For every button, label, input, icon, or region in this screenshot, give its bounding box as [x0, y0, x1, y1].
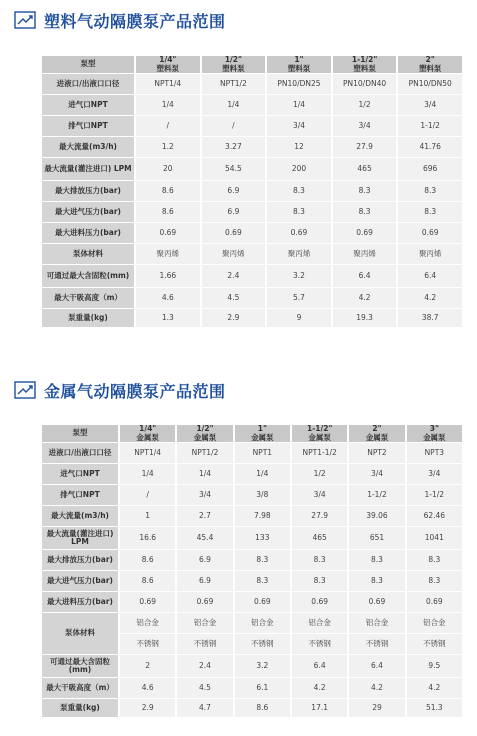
table-cell: 3/4: [398, 95, 462, 115]
table-cell: 3.2: [235, 655, 290, 677]
table-cell: 1.3: [136, 309, 200, 327]
row-label: 排气口NPT: [42, 485, 118, 505]
table-cell: 39.06: [349, 506, 404, 526]
table-cell: 62.46: [407, 506, 462, 526]
column-size: 1-1/2": [351, 55, 378, 64]
table-cell: 1-1/2: [407, 485, 462, 505]
column-type: 金属泵: [136, 432, 159, 442]
table-cell: 8.3: [333, 181, 397, 201]
column-size: 2": [372, 424, 382, 433]
table-cell: 1/2: [292, 464, 347, 484]
table-cell: /: [202, 116, 266, 136]
table-row: [42, 592, 462, 612]
column-type: 金属泵: [251, 432, 274, 442]
table-row: [42, 288, 462, 308]
table-cell: 8.3: [267, 202, 331, 222]
table-cell: 27.9: [333, 137, 397, 157]
column-size: 3": [429, 424, 439, 433]
table-row: [42, 550, 462, 570]
table-cell: 6.9: [202, 202, 266, 222]
row-label: 最大干吸高度（m）: [42, 288, 134, 308]
table-cell: 聚丙烯: [333, 244, 397, 264]
table-cell: 3/4: [292, 485, 347, 505]
table-cell: 铝合金: [292, 613, 347, 633]
table-cell: 8.3: [407, 550, 462, 570]
table-row: [42, 202, 462, 222]
table-cell: 3/4: [267, 116, 331, 136]
table-cell: 7.98: [235, 506, 290, 526]
row-label: 最大进气压力(bar): [42, 571, 118, 591]
table-cell: 8.3: [398, 181, 462, 201]
row-label: 进液口/出液口口径: [42, 74, 134, 94]
table-header-row: [42, 56, 462, 73]
table-cell: 6.1: [235, 678, 290, 698]
table-cell: 19.3: [333, 309, 397, 327]
table-row: [42, 158, 462, 180]
column-header: [120, 425, 175, 442]
table-cell: NPT1/2: [202, 74, 266, 94]
table-cell: 8.3: [398, 202, 462, 222]
column-type: 金属泵: [193, 432, 217, 442]
table-cell: 200: [267, 158, 331, 180]
column-size: 1/4": [159, 55, 177, 64]
table-cell: 4.2: [292, 678, 347, 698]
table-cell: 4.6: [136, 288, 200, 308]
row-label: 最大流量(m3/h): [42, 137, 134, 157]
column-header: [398, 56, 462, 73]
table-row: [42, 506, 462, 526]
table-row: [42, 116, 462, 136]
row-label: 泵重量(kg): [42, 699, 118, 717]
table-cell: NPT1/4: [136, 74, 200, 94]
row-label: 可通过最大含固粒(mm): [42, 265, 134, 287]
column-size: 1/2": [224, 55, 242, 64]
table-cell: /: [120, 485, 175, 505]
table-cell: 8.3: [407, 571, 462, 591]
table-cell: 41.76: [398, 137, 462, 157]
table-cell: 0.69: [292, 592, 347, 612]
row-label: 最大干吸高度（m）: [42, 678, 118, 698]
table-cell: 铝合金: [120, 613, 175, 633]
row-label: 最大流量(灌注进口) LPM: [42, 158, 134, 180]
table-cell: 不锈钢: [235, 634, 290, 654]
table-row: [42, 485, 462, 505]
row-label: 最大排放压力(bar): [42, 181, 134, 201]
column-type: 塑料泵: [353, 63, 376, 73]
table-cell: 3.27: [202, 137, 266, 157]
table-cell: 696: [398, 158, 462, 180]
line-chart-icon: [14, 11, 36, 29]
table-cell: 8.6: [136, 202, 200, 222]
column-header: [136, 56, 200, 73]
table-cell: NPT1/2: [177, 443, 232, 463]
table-cell: 8.6: [136, 181, 200, 201]
table-cell: 465: [333, 158, 397, 180]
table-cell: 1/4: [267, 95, 331, 115]
table-row: [42, 244, 462, 264]
table-cell: 16.6: [120, 527, 175, 549]
table-cell: 铝合金: [235, 613, 290, 633]
table-cell: 3/4: [177, 485, 232, 505]
table-row: [42, 464, 462, 484]
table-row: [42, 678, 462, 698]
table-cell: 133: [235, 527, 290, 549]
table-cell: 4.5: [177, 678, 232, 698]
row-label: 泵体材料: [42, 244, 134, 264]
column-header: [333, 56, 397, 73]
table-cell: 9: [267, 309, 331, 327]
row-label: 进液口/出液口口径: [42, 443, 118, 463]
table-cell: NPT1/4: [120, 443, 175, 463]
table-cell: 6.4: [333, 265, 397, 287]
row-label: 排气口NPT: [42, 116, 134, 136]
table-cell: 1/2: [333, 95, 397, 115]
table-cell: 3/4: [333, 116, 397, 136]
table-row: [42, 571, 462, 591]
table-cell: 3.2: [267, 265, 331, 287]
table-cell: /: [136, 116, 200, 136]
table-cell: 8.3: [333, 202, 397, 222]
table-cell: 12: [267, 137, 331, 157]
table-cell: 0.69: [202, 223, 266, 243]
column-header: [349, 425, 404, 442]
column-size: 2": [425, 55, 435, 64]
table-cell: 1-1/2: [398, 116, 462, 136]
table-cell: 8.3: [267, 181, 331, 201]
table-cell: 2.9: [202, 309, 266, 327]
table-cell: 465: [292, 527, 347, 549]
table-header-row: [42, 425, 462, 442]
table-cell: 20: [136, 158, 200, 180]
table-cell: 0.69: [177, 592, 232, 612]
table-cell: 1/4: [136, 95, 200, 115]
plastic-section-title: [14, 8, 226, 32]
table-row: [42, 443, 462, 463]
column-header: [267, 56, 331, 73]
column-header: [177, 425, 232, 442]
table-cell: NPT1: [235, 443, 290, 463]
table-cell: 1041: [407, 527, 462, 549]
table-cell: 8.3: [349, 550, 404, 570]
table-cell: 6.4: [292, 655, 347, 677]
table-cell: 8.6: [120, 571, 175, 591]
table-cell: 4.2: [407, 678, 462, 698]
table-cell: 聚丙烯: [267, 244, 331, 264]
column-size: 1-1/2": [306, 424, 333, 433]
table-cell: NPT2: [349, 443, 404, 463]
header-label: 泵型: [42, 56, 134, 73]
table-cell: PN10/DN50: [398, 74, 462, 94]
table-cell: 8.3: [292, 550, 347, 570]
plastic-spec-table: [40, 55, 464, 328]
table-row: [42, 527, 462, 549]
table-cell: PN10/DN40: [333, 74, 397, 94]
column-size: 1": [257, 424, 267, 433]
plastic-title: 塑料气动隔膜泵产品范围: [44, 11, 226, 31]
table-cell: 0.69: [398, 223, 462, 243]
table-cell: 0.69: [333, 223, 397, 243]
header-label: 泵型: [42, 425, 118, 442]
table-cell: 1/4: [120, 464, 175, 484]
table-cell: 9.5: [407, 655, 462, 677]
column-type: 塑料泵: [222, 63, 245, 73]
table-cell: 4.2: [398, 288, 462, 308]
table-row: [42, 309, 462, 327]
table-cell: PN10/DN25: [267, 74, 331, 94]
table-cell: 铝合金: [407, 613, 462, 633]
table-cell: 38.7: [398, 309, 462, 327]
column-header: [292, 425, 347, 442]
row-label: 最大进料压力(bar): [42, 592, 118, 612]
table-cell: 1-1/2: [349, 485, 404, 505]
table-cell: 0.69: [407, 592, 462, 612]
table-cell: 8.6: [235, 699, 290, 717]
row-label: 最大流量(灌注进口) LPM: [42, 527, 118, 549]
table-cell: 17.1: [292, 699, 347, 717]
table-cell: 6.9: [202, 181, 266, 201]
column-size: 1": [294, 55, 304, 64]
table-cell: 1.66: [136, 265, 200, 287]
column-size: 1/2": [196, 424, 214, 433]
column-header: [407, 425, 462, 442]
metal-title: 金属气动隔膜泵产品范围: [44, 381, 226, 401]
row-label: 进气口NPT: [42, 95, 134, 115]
table-cell: 铝合金: [349, 613, 404, 633]
table-cell: 29: [349, 699, 404, 717]
row-label: 最大进气压力(bar): [42, 202, 134, 222]
metal-section-title: [14, 378, 226, 402]
column-header: [202, 56, 266, 73]
table-cell: 0.69: [136, 223, 200, 243]
table-cell: 8.6: [120, 550, 175, 570]
table-cell: 不锈钢: [407, 634, 462, 654]
row-label: 最大流量(m3/h): [42, 506, 118, 526]
table-cell: 5.7: [267, 288, 331, 308]
table-cell: 27.9: [292, 506, 347, 526]
table-cell: 不锈钢: [120, 634, 175, 654]
table-cell: 3/4: [407, 464, 462, 484]
table-cell: 聚丙烯: [202, 244, 266, 264]
column-type: 塑料泵: [156, 63, 180, 73]
table-cell: 8.3: [292, 571, 347, 591]
table-cell: 2.9: [120, 699, 175, 717]
table-cell: 不锈钢: [292, 634, 347, 654]
table-cell: 4.2: [349, 678, 404, 698]
column-type: 塑料泵: [287, 63, 311, 73]
table-cell: 0.69: [267, 223, 331, 243]
row-label: 进气口NPT: [42, 464, 118, 484]
column-type: 金属泵: [423, 432, 446, 442]
table-row: [42, 137, 462, 157]
row-label: 最大排放压力(bar): [42, 550, 118, 570]
table-cell: 4.2: [333, 288, 397, 308]
column-header: [235, 425, 290, 442]
table-cell: 51.3: [407, 699, 462, 717]
table-cell: 1/4: [177, 464, 232, 484]
table-cell: 6.9: [177, 571, 232, 591]
table-row: [42, 181, 462, 201]
table-cell: 1: [120, 506, 175, 526]
metal-spec-table: [40, 424, 464, 718]
column-size: 1/4": [139, 424, 157, 433]
table-row: [42, 95, 462, 115]
table-cell: 4.7: [177, 699, 232, 717]
table-cell: 4.6: [120, 678, 175, 698]
table-cell: 不锈钢: [177, 634, 232, 654]
row-label: 最大进料压力(bar): [42, 223, 134, 243]
table-cell: 3/8: [235, 485, 290, 505]
table-cell: 8.3: [235, 571, 290, 591]
table-cell: 不锈钢: [349, 634, 404, 654]
table-cell: 2.4: [202, 265, 266, 287]
table-cell: 0.69: [120, 592, 175, 612]
table-cell: 聚丙烯: [398, 244, 462, 264]
table-cell: 45.4: [177, 527, 232, 549]
table-cell: 聚丙烯: [136, 244, 200, 264]
table-cell: 4.5: [202, 288, 266, 308]
table-cell: 8.3: [349, 571, 404, 591]
table-cell: 2.4: [177, 655, 232, 677]
row-label: 可通过最大含固粒(mm): [42, 655, 118, 677]
table-row: [42, 613, 462, 633]
table-cell: 1.2: [136, 137, 200, 157]
table-row: [42, 223, 462, 243]
table-cell: 6.4: [398, 265, 462, 287]
table-cell: 铝合金: [177, 613, 232, 633]
table-cell: NPT3: [407, 443, 462, 463]
table-cell: 0.69: [349, 592, 404, 612]
table-row: [42, 655, 462, 677]
row-label: 泵体材料: [42, 613, 118, 654]
column-type: 金属泵: [308, 432, 331, 442]
table-row: [42, 699, 462, 717]
table-row: [42, 74, 462, 94]
table-cell: 8.3: [235, 550, 290, 570]
table-cell: 1/4: [202, 95, 266, 115]
table-cell: 6.4: [349, 655, 404, 677]
table-row: [42, 265, 462, 287]
line-chart-icon: [14, 381, 36, 399]
table-cell: 2: [120, 655, 175, 677]
row-label: 泵重量(kg): [42, 309, 134, 327]
column-type: 塑料泵: [418, 63, 442, 73]
table-cell: 54.5: [202, 158, 266, 180]
table-cell: 3/4: [349, 464, 404, 484]
table-cell: 651: [349, 527, 404, 549]
table-cell: NPT1-1/2: [292, 443, 347, 463]
table-cell: 1/4: [235, 464, 290, 484]
table-cell: 2.7: [177, 506, 232, 526]
table-cell: 6.9: [177, 550, 232, 570]
table-cell: 0.69: [235, 592, 290, 612]
column-type: 金属泵: [365, 432, 389, 442]
